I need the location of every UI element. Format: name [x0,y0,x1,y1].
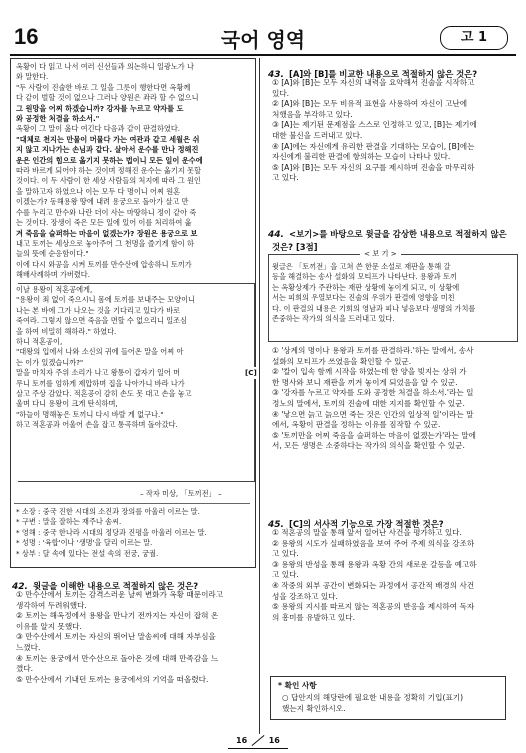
footer-total-pages: 16 [268,736,280,745]
question-44-options [272,346,476,452]
answer-option: ③ 만수산에서 토끼는 자신의 뛰어난 말솜씨에 대해 자부심을 [16,632,216,642]
footnote-line: * 영해 : 중국 한나라 시대의 정당과 진평을 아울러 이르는 말. [16,527,207,537]
question-43-number: 43. [268,70,284,80]
passage-line: 이겠는가? 동해용왕 땅에 내려 용궁으로 돌아가 살고 만 [16,197,189,207]
answer-option: ① 만수산에서 토끼는 감격스러운 날씨 변화가 옥황 때문이라고 [16,590,224,599]
answer-option: 고 있다. [272,570,299,580]
passage-line: "두 사람이 진술한 바로 그 일을 그릇이 행한다면 옥황께 [16,82,191,92]
bracket-line: "용왕이 죄 없이 죽으시니 몸에 토끼를 보내주는 모양이니 [16,295,195,305]
answer-option: 성을 강조하고 있다. [272,591,338,601]
question-42-stem: 윗글을 이해한 내용으로 적절하지 않은 것은? [33,581,199,591]
footer-current-page: 16 [236,736,248,745]
passage-text [16,62,203,281]
answer-option: ② [A]와 [B]는 모두 비유적 표현을 사용하여 자신이 고난에 [272,99,468,109]
passage-line: 지 않고 지나가는 손님과 같다. 살아서 운수를 만나 정해진 [16,145,199,155]
answer-option: 정노의 말에서, 토끼의 진술에 대한 지지를 확인할 수 있군. [272,398,465,408]
answer-option: ① [A]와 [B]는 모두 자신의 내력을 요약해서 진술을 시작하고 [272,78,475,87]
check-title: * 확인 사항 [278,681,317,690]
answer-option: 꼈다. [16,664,34,674]
answer-option: 의 흥미를 유발하고 있다. [272,612,356,622]
page-number: 16 [14,24,39,49]
answer-option: ⑤ 용왕의 지시를 따르지 않는 적혼공의 반응을 제시하여 독자 [272,602,475,612]
answer-option: 있다. [272,88,290,98]
answer-option: ⑤ 만수산에서 기내던 토끼는 용궁에서의 기억을 떠올렸다. [16,674,209,684]
answer-option: ③ [A]는 제기된 문제점을 스스로 인정하고 있고, [B]는 제기에 [272,120,477,130]
bracket-line: "대왕의 입에서 나와 소신의 귀에 들어온 말을 어찌 아 [16,347,184,357]
answer-option: ④ 토끼는 용궁에서 만수산으로 돌아온 것에 대해 만족감을 느 [16,653,219,663]
answer-option: ⑤ [A]와 [B]는 모두 자신의 요구를 제시하며 진술을 마무리하 [272,162,475,172]
answer-option: 이유를 알지 못했다. [16,621,82,631]
check-text [282,693,463,714]
passage-line: 을 말하고자 하였으나 이는 모두 다 명이니 어찌 원혼 [16,186,181,196]
passage-line: 와 공정한 처결을 하소서." [16,114,100,124]
question-42-number: 42. [12,582,28,592]
footnote-line: * 상부 : 달 속에 있다는 전설 속의 전궁, 궁궐. [16,548,159,558]
question-45-stem: [C]의 서사적 기능으로 가장 적절한 것은? [289,519,444,529]
footer-slash [251,735,264,746]
question-44-stem-line1: <보기>를 바탕으로 윗글을 감상한 내용으로 적절하지 않은 [289,229,507,239]
notes-rule [14,503,250,504]
passage-line: "대체로 천지는 만물이 머물다 가는 여관과 같고 세월은 쉬 [16,134,200,144]
passage-line: 따라 바르게 되어야 하는 것이며 정해진 운수는 옮기지 못할 [16,166,201,176]
answer-option: 자신에게 불리한 판결에 항의하는 모습이 나타나 있다. [272,152,451,162]
bogi-line: 윗글은 「토끼전」을 고쳐 쓴 한문 소설로 재판을 통해 갈 [272,262,451,271]
answer-option: 느꼈다. [16,642,41,652]
bracket-text [16,285,195,431]
passage-line: 겨 죽음을 슬퍼하는 마음이 없겠는가? 장원은 용궁으로 보 [16,228,198,238]
footer-rule [228,748,288,749]
answer-option: ④ '낳으면 늙고 늙으면 죽는 것은 인간의 일상적 일'이라는 말 [272,409,474,419]
passage-line: 이에 다시 와공을 시켜 토끼를 만수산에 압송하니 토끼가 [16,259,192,269]
question-43-options [272,78,477,184]
passage-line: 내고 토끼는 세상으로 놓아주어 그 천명을 즐기게 함이 하 [16,238,194,248]
answer-option: 한 명사와 보니 재판을 끼겨 놓이게 되었음을 알 수 있군. [272,377,458,387]
grade-badge: 고 1 [440,26,508,50]
bracket-line: 이날 용왕이 적혼공에게, [16,285,93,294]
bogi-line: 다. 이 판결의 내용은 기희의 영남과 피나 넣음보다 생명의 가치를 [272,303,476,313]
answer-option: 고 있다. [272,173,299,183]
check-line: 했는지 확인하시오. [282,703,346,713]
bracket-line: 무니 토끼를 엄하게 제압하며 집을 나아가니 바라 나가 [16,378,185,388]
passage-line: 다 같이 벌할 것이 없으나 그러나 양원은 좌라 할 수 없으니 [16,93,199,103]
answer-option: ④ [A]에는 자신에게 유리한 판결을 기대하는 모습이, [B]에는 [272,141,475,151]
bogi-line: 서는 피희의 우열보다는 진술의 우위가 판결에 영향을 미친 [272,293,455,303]
question-45-number: 45. [268,520,284,530]
answer-option: 설화의 모티프가 쓰였음을 확인할 수 있군. [272,356,412,366]
answer-option: ① '상계의 명이나 용왕과 토끼를 판결하라.'하는 말에서, 송사 [272,346,474,355]
answer-option: ② 토끼는 해옥정에서 용왕을 만나기 전까지는 자신이 잡혀 온 [16,611,219,621]
answer-option: ② 용왕의 시도가 실패하였음을 보여 주어 주제 의식을 강조하 [272,538,475,548]
bogi-line: 는 옥황상제가 주관하는 재판 상황에 놓이게 되고, 이 상황에 [272,282,460,292]
page-footer [236,736,280,745]
passage-line: 것이다. 이 두 사람이 한 세상 사람들의 처지에 따라 그 원인 [16,176,201,186]
answer-option: ④ 작중의 외부 공간이 변화되는 과정에서 공간적 배경의 사건 [272,580,475,590]
question-45-options [272,528,477,623]
passage-line: 는 것이다. 장생이 죽은 모든 일에 있어 이를 처리하여 옮 [16,218,192,228]
bracket-line: 말을 마치자 주위 소리가 나고 왕통이 갑자기 일어 머 [16,368,181,378]
bracket-c-label: [C] [244,367,258,379]
question-42-options [16,590,223,685]
passage-line: 옥황이 그 말이 옳다 여긴다 다음과 같이 판결하였다. [16,124,181,134]
attribution: – 작자 미상, 「토끼전」 – [140,489,222,498]
bracket-line: 는 이가 있겠습니까?" [16,357,84,367]
answer-option: 에서, 옥황이 판결을 정하는 이유를 짐작할 수 있군. [272,420,441,430]
answer-option: ③ '강자를 누르고 약자를 도와 공정한 처결을 하소서.'라는 일 [272,388,474,398]
footnotes [16,507,207,559]
question-44-number: 44. [268,230,284,240]
answer-option: 처했음을 부각하고 있다. [272,109,353,119]
bracket-line: 죽여라. 그렇지 않으면 죽음을 면할 수 없으리니 일조심 [16,316,188,326]
column-divider [259,58,260,734]
check-line: ○ 답안지의 해당란에 필요한 내용을 정확히 기입(표기) [282,693,464,702]
answer-option: ⑤ '토끼만을 어찌 죽음을 슬퍼하는 마음이 없겠는가'라는 말에 [272,430,476,440]
subject-title: 국어 영역 [220,28,306,52]
passage-line: 수를 누리고 만수와 나란 더이 사는 마땅하니 정이 같아 죽 [16,207,197,217]
bracket-line: 울며 다니 용왕이 크게 탄식하며, [16,399,118,409]
passage-line: 운은 인간의 힘으로 옮기지 못하는 법이니 모든 일이 운수에 [16,155,203,165]
footnote-line: * 소장 : 중국 진한 시대의 소진과 장의를 아울러 이르는 말. [16,507,200,516]
answer-option: ② '칼이 입속 함께 시작을 하였는데 한 양을 빚지는 상위 가 [272,367,467,377]
answer-option: 생각하여 두려워했다. [16,600,87,610]
passage-line: 그 원망을 어찌 하겠습니까? 강자를 누르고 약자를 도 [16,103,184,113]
answer-option: 대한 불신을 드러내고 있다. [272,130,363,140]
bracket-line: 하고 적혼공과 어울어 손을 잡고 통곡하며 돌아갔다. [16,420,178,430]
bracket-line: 을 하여 비밀히 해하라." 하였다. [16,326,117,336]
bogi-line: 존중하는 작가의 의식을 드러내고 있다. [272,314,395,324]
header-rule [10,54,516,56]
answer-option: ① 적혼공의 말을 통해 앞서 일어난 사건을 평가하고 있다. [272,528,462,537]
passage-line: 와 말한다. [16,72,49,82]
passage-line: 옥황이 다 읽고 나서 여러 신선들과 의논하니 일광노가 나 [16,62,194,71]
footnote-line: * 구변 : 말을 잘하는 재주나 솜씨. [16,517,122,527]
bogi-text [272,262,475,324]
question-43-stem: [A]와 [B]를 비교한 내용으로 적절하지 않은 것은? [289,69,478,79]
bogi-line: 등을 해결하는 송사 설화의 모티프가 나타난다. 용왕과 토끼 [272,272,457,282]
bogi-title: < 보 기 > [360,249,401,259]
answer-option: ③ 용왕의 반성을 통해 용왕과 옥황 간의 새로운 갈등을 예고하 [272,559,477,569]
question-44-stem-line2: 것은? [3점] [272,242,318,252]
answer-option: 서, 모든 생명은 소중하다는 작가의 의식을 확인할 수 있군. [272,441,465,451]
bracket-line: 하니 적혼공이, [16,337,63,347]
bracket-line: 살고 주상 감았다. 적혼공이 감히 손도 못 대고 손을 놓고 [16,389,192,399]
answer-option: 고 있다. [272,549,299,559]
passage-line: 해배사례하며 가버렸다. [16,270,91,280]
footnote-line: * 성명 : '육합'이나 '생명'을 달리 이르는 말. [16,538,153,548]
bracket-line: 나는 본 바에 그가 나오는 것을 기다리고 있다가 바로 [16,305,181,315]
passage-line: 늘의 뜻에 순응함이다." [16,249,89,259]
bracket-line: "하늘이 명해놓은 토끼니 다시 바랄 게 없구나." [16,409,164,419]
